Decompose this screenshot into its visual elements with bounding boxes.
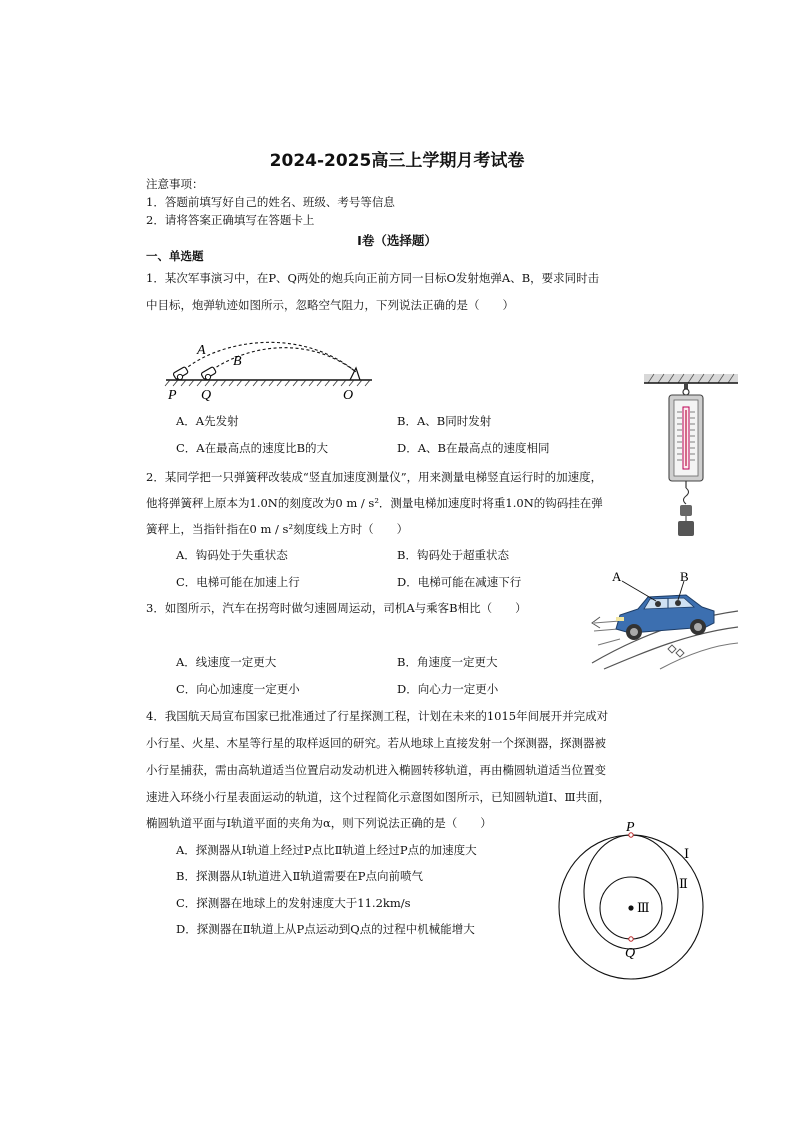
car-turning-figure xyxy=(590,571,740,671)
fig3-label-a: A xyxy=(612,569,622,584)
exam-title: 2024-2025高三上学期月考试卷 xyxy=(269,151,525,171)
q3-line-1: 3．如图所示，汽车在拐弯时做匀速圆周运动，司机A与乘客B相比（ ） xyxy=(146,601,527,615)
point-q-marker xyxy=(629,937,633,941)
fig1-label-o: O xyxy=(343,388,354,403)
q4-line-4: 速进入环绕小行星表面运动的轨道，这个过程简化示意图如图所示，已知圆轨道Ⅰ、Ⅲ共面， xyxy=(146,790,611,804)
q4-line-3: 小行星捕获，需由高轨道适当位置启动发动机进入椭圆转移轨道，再由椭圆轨道适当位置变 xyxy=(146,763,606,777)
q2-option-d: D．电梯可能在减速下行 xyxy=(397,575,522,589)
cannon-p-icon xyxy=(173,367,189,380)
q3-option-c: C．向心加速度一定更小 xyxy=(176,682,300,696)
spring-scale-figure xyxy=(644,374,738,544)
car-icon xyxy=(616,595,714,640)
cannon-q-icon xyxy=(201,367,217,380)
fig1-label-a: A xyxy=(197,343,206,358)
fig4-label-p: P xyxy=(626,820,635,835)
q4-line-1: 4．我国航天局宣布国家已批准通过了行星探测工程，计划在未来的1015年间展开并完成对 xyxy=(146,709,609,723)
notice-heading: 注意事项： xyxy=(146,177,204,191)
q1-line-2: 中目标，炮弹轨迹如图所示，忽略空气阻力，下列说法正确的是（ ） xyxy=(146,298,514,312)
q1-option-c: C．A在最高点的速度比B的大 xyxy=(176,441,329,455)
q1-option-b: B．A、B同时发射 xyxy=(397,414,492,428)
section-heading: 一、单选题 xyxy=(146,249,204,263)
q1-option-d: D．A、B在最高点的速度相同 xyxy=(397,441,550,455)
q4-option-d: D．探测器在Ⅱ轨道上从P点运动到Q点的过程中机械能增大 xyxy=(176,922,475,936)
q1-projectile-figure xyxy=(160,332,380,404)
q2-option-b: B．钩码处于超重状态 xyxy=(397,548,509,562)
fig4-label-q: Q xyxy=(625,946,636,961)
q4-line-2: 小行星、火星、木星等行星的取样返回的研究。若从地球上直接发射一个探测器，探测器被 xyxy=(146,736,606,750)
q4-option-b: B．探测器从Ⅰ轨道进入Ⅱ轨道需要在P点向前喷气 xyxy=(176,869,424,883)
fig1-label-b: B xyxy=(233,354,242,369)
notice-item-1: 1．答题前填写好自己的姓名、班级、考号等信息 xyxy=(146,195,395,209)
fig1-label-q: Q xyxy=(201,388,212,403)
fig4-label-orbit-2: Ⅱ xyxy=(679,876,688,891)
q4-option-a: A．探测器从Ⅰ轨道上经过P点比Ⅱ轨道上经过P点的加速度大 xyxy=(176,843,477,857)
notice-item-2: 2．请将答案正确填写在答题卡上 xyxy=(146,213,315,227)
q2-option-c: C．电梯可能在加速上行 xyxy=(176,575,300,589)
q4-line-5: 椭圆轨道平面与Ⅰ轨道平面的夹角为α，则下列说法正确的是（ ） xyxy=(146,816,492,830)
part-heading: I卷（选择题） xyxy=(357,233,437,248)
q1-line-1: 1．某次军事演习中，在P、Q两处的炮兵向正前方同一目标O发射炮弹A、B，要求同时击 xyxy=(146,271,600,285)
q1-option-a: A．A先发射 xyxy=(176,414,239,428)
fig1-label-p: P xyxy=(168,388,177,403)
fig3-label-b: B xyxy=(680,569,689,584)
orbit-figure xyxy=(555,820,715,985)
q2-line-3: 簧秤上，当指针指在0 m / s²刻度线上方时（ ） xyxy=(146,522,409,536)
q3-option-a: A．线速度一定更大 xyxy=(176,655,277,669)
fig4-label-orbit-1: Ⅰ xyxy=(684,846,690,861)
q3-option-d: D．向心力一定更小 xyxy=(397,682,499,696)
target-o-icon xyxy=(350,368,360,380)
q3-option-b: B．角速度一定更大 xyxy=(397,655,498,669)
q2-line-2: 他将弹簧秤上原本为1.0N的刻度改为0 m / s²．测量电梯加速度时将重1.0N的钩码挂在弹 xyxy=(146,496,603,510)
q4-option-c: C．探测器在地球上的发射速度大于11.2km/s xyxy=(176,896,411,910)
q2-option-a: A．钩码处于失重状态 xyxy=(176,548,288,562)
fig4-label-orbit-3: Ⅲ xyxy=(637,900,650,915)
q2-line-1: 2．某同学把一只弹簧秤改装成“竖直加速度测量仪”，用来测量电梯竖直运行时的加速度， xyxy=(146,470,603,484)
